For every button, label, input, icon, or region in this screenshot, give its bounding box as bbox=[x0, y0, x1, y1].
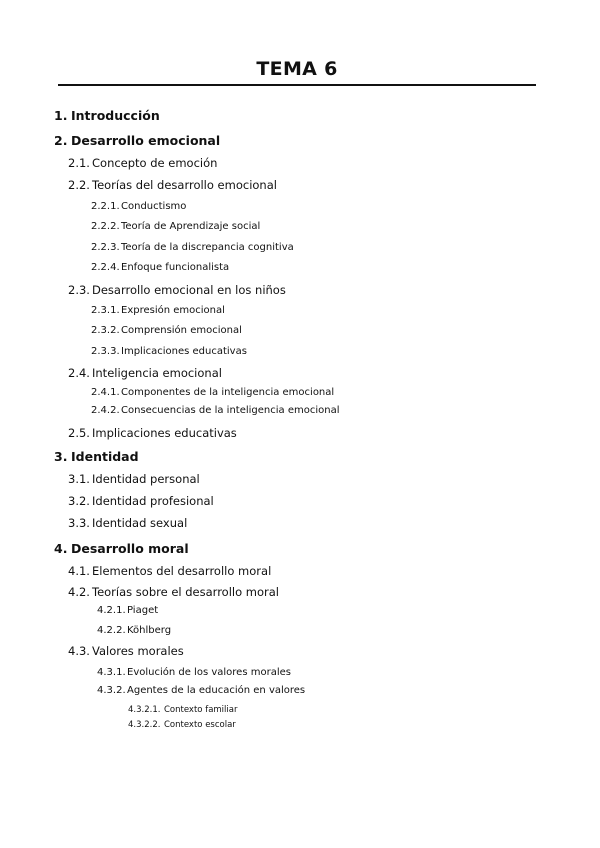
toc-entry-3-2 bbox=[68, 494, 214, 508]
toc-entry-2-5 bbox=[68, 426, 237, 440]
toc-number: 1. bbox=[54, 108, 68, 123]
toc-label: Teorías sobre el desarrollo moral bbox=[92, 585, 279, 599]
toc-entry-4-3-1 bbox=[97, 667, 291, 678]
toc-number: 2.2.4. bbox=[91, 262, 120, 273]
toc-label: Identidad personal bbox=[92, 472, 200, 486]
toc-label: Expresión emocional bbox=[121, 305, 225, 316]
toc-entry-2-2-2 bbox=[91, 221, 260, 232]
toc-label: Identidad bbox=[71, 449, 139, 464]
toc-number: 2.3. bbox=[68, 283, 90, 297]
toc-entry-4-2-2 bbox=[97, 625, 171, 636]
toc-number: 2.4.1. bbox=[91, 387, 120, 398]
toc-entry-2-4-1 bbox=[91, 387, 334, 398]
toc-entry-2-2-3 bbox=[91, 242, 294, 253]
toc-number: 4.1. bbox=[68, 564, 90, 578]
toc-label: Elementos del desarrollo moral bbox=[92, 564, 272, 578]
toc-number: 2.5. bbox=[68, 426, 90, 440]
toc-label: Consecuencias de la inteligencia emocional bbox=[121, 405, 340, 416]
toc-entry-4-3-2 bbox=[97, 685, 305, 696]
toc-entry-4-1 bbox=[68, 564, 271, 578]
toc-entry-2-2-1 bbox=[91, 201, 186, 212]
toc-label: Desarrollo emocional en los niños bbox=[92, 283, 286, 297]
toc-number: 4.3.2.2. bbox=[128, 720, 161, 730]
toc-number: 2.2. bbox=[68, 178, 90, 192]
toc-label: Köhlberg bbox=[127, 625, 172, 636]
toc-number: 3.3. bbox=[68, 516, 90, 530]
toc-entry-2-3-2 bbox=[91, 325, 242, 336]
toc-number: 2. bbox=[54, 133, 68, 148]
toc-label: Comprensión emocional bbox=[121, 325, 242, 336]
toc-entry-2-1 bbox=[68, 156, 217, 170]
toc-number: 4.3.2. bbox=[97, 685, 126, 696]
toc-entry-3-3 bbox=[68, 516, 187, 530]
toc-number: 2.2.2. bbox=[91, 221, 120, 232]
toc-label: Teorías del desarrollo emocional bbox=[92, 178, 277, 192]
toc-number: 4.2.2. bbox=[97, 625, 126, 636]
toc-label: Inteligencia emocional bbox=[92, 366, 222, 380]
toc-entry-3-1 bbox=[68, 472, 200, 486]
toc-label: Introducción bbox=[71, 108, 160, 123]
toc-number: 2.4.2. bbox=[91, 405, 120, 416]
toc-entry-introduccion bbox=[54, 108, 160, 123]
toc-label: Agentes de la educación en valores bbox=[127, 685, 306, 696]
toc-entry-2-2 bbox=[68, 178, 277, 192]
toc-number: 2.2.1. bbox=[91, 201, 120, 212]
toc-number: 2.2.3. bbox=[91, 242, 120, 253]
toc-number: 4.3. bbox=[68, 644, 90, 658]
toc-entry-4-2-1 bbox=[97, 605, 158, 616]
toc-number: 3. bbox=[54, 449, 68, 464]
toc-entry-desarrollo-emocional bbox=[54, 133, 220, 148]
toc-entry-2-2-4 bbox=[91, 262, 229, 273]
toc-label: Desarrollo moral bbox=[71, 541, 189, 556]
toc-label: Identidad profesional bbox=[92, 494, 214, 508]
toc-label: Conductismo bbox=[121, 201, 187, 212]
toc-label: Concepto de emoción bbox=[92, 156, 218, 170]
toc-entry-4-2 bbox=[68, 585, 279, 599]
toc-label: Teoría de Aprendizaje social bbox=[121, 221, 261, 232]
toc-number: 4.3.1. bbox=[97, 667, 126, 678]
toc-label: Implicaciones educativas bbox=[92, 426, 237, 440]
toc-label: Componentes de la inteligencia emocional bbox=[121, 387, 335, 398]
toc-entry-2-4 bbox=[68, 366, 222, 380]
toc-number: 3.2. bbox=[68, 494, 90, 508]
toc-label: Implicaciones educativas bbox=[121, 346, 247, 357]
toc-label: Valores morales bbox=[92, 644, 184, 658]
toc-number: 2.3.3. bbox=[91, 346, 120, 357]
toc-number: 4.2. bbox=[68, 585, 90, 599]
toc-label: Evolución de los valores morales bbox=[127, 667, 291, 678]
toc-number: 2.1. bbox=[68, 156, 90, 170]
toc-number: 4. bbox=[54, 541, 68, 556]
toc-number: 4.2.1. bbox=[97, 605, 126, 616]
toc-label: Identidad sexual bbox=[92, 516, 188, 530]
toc-number: 3.1. bbox=[68, 472, 90, 486]
toc-label: Teoría de la discrepancia cognitiva bbox=[121, 242, 294, 253]
toc-number: 2.4. bbox=[68, 366, 90, 380]
toc-label: Piaget bbox=[127, 605, 159, 616]
toc-entry-4-3 bbox=[68, 644, 184, 658]
toc-entry-2-4-2 bbox=[91, 405, 340, 416]
toc-number: 2.3.2. bbox=[91, 325, 120, 336]
toc-entry-desarrollo-moral bbox=[54, 541, 189, 556]
toc-entry-4-3-2-1 bbox=[128, 705, 237, 715]
toc-number: 2.3.1. bbox=[91, 305, 120, 316]
toc-entry-4-3-2-2 bbox=[128, 720, 236, 730]
document-title: TEMA 6 bbox=[256, 58, 338, 80]
toc-entry-2-3-3 bbox=[91, 346, 247, 357]
toc-label: Desarrollo emocional bbox=[71, 133, 221, 148]
toc-entry-2-3-1 bbox=[91, 305, 225, 316]
toc-entry-identidad bbox=[54, 449, 139, 464]
toc-entry-2-3 bbox=[68, 283, 286, 297]
toc-label: Contexto escolar bbox=[164, 720, 236, 730]
toc-label: Contexto familiar bbox=[164, 705, 238, 715]
toc-number: 4.3.2.1. bbox=[128, 705, 161, 715]
toc-label: Enfoque funcionalista bbox=[121, 262, 230, 273]
